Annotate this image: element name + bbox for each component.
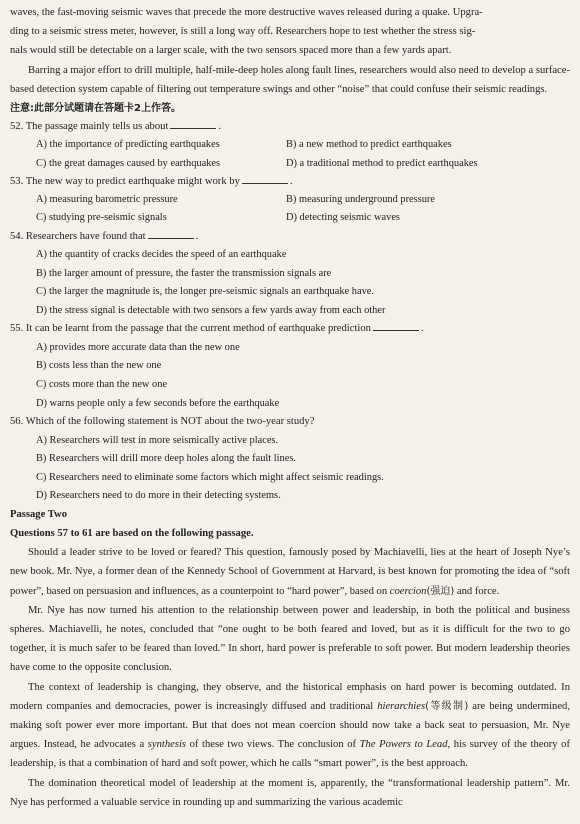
glossed-word: hierarchies — [377, 700, 426, 712]
chinese-gloss: (等级制) — [425, 700, 469, 712]
passage-two-paragraph-3: The context of leadership is changing, they observe, and the historical emphasis on hard power is becoming outdated. In modern companies and democracies, power is increasingly diffused and traditional hierarchies(等级制) are being undermined, making soft power ever more important. But that does not mean coercion should now take a back seat to persuasion, Mr. Nye argues. Instead, he advocates a synthesis of these two views. The conclusion of The Powers to Lead, his survey of the theory of leadership, is that a combination of hard and soft power, which he calls “smart power”, is the best approach. — [10, 681, 570, 770]
answer-option: B) a new method to predict earthquakes — [286, 139, 452, 151]
answer-option: D) the stress signal is detectable with two sensors a few yards away from each other — [36, 304, 386, 316]
question-stem: 52. The passage mainly tells us about . — [10, 121, 222, 133]
glossed-word: coercion — [389, 585, 427, 597]
answer-option: A) the importance of predicting earthquakes — [36, 139, 220, 151]
question-block — [10, 413, 570, 506]
text-line: nals would still be detectable on a larger scale, with the two sensors spaced more than a few yards apart. — [10, 45, 452, 57]
answer-option: D) warns people only a few seconds before the earthquake — [36, 397, 280, 409]
answer-option: A) provides more accurate data than the new one — [36, 341, 240, 353]
answer-option: C) studying pre-seismic signals — [36, 212, 167, 224]
question-stem: 55. It can be learnt from the passage that the current method of earthquake prediction . — [10, 323, 424, 335]
answer-blank — [148, 229, 194, 239]
answer-option: D) detecting seismic waves — [286, 212, 400, 224]
answer-blank — [170, 119, 216, 129]
questions-list — [10, 118, 570, 506]
answer-option: B) Researchers will drill more deep holes along the fault lines. — [36, 453, 296, 465]
question-block — [10, 228, 570, 321]
answer-option: D) Researchers need to do more in their detecting systems. — [36, 490, 281, 502]
answer-option: C) costs more than the new one — [36, 379, 168, 391]
text-line: waves, the fast-moving seismic waves that precede the more destructive waves released during a quake. Upgra- — [10, 7, 483, 18]
answer-blank — [242, 174, 288, 184]
passage-two-paragraph-1: Should a leader strive to be loved or feared? This question, famously posed by Machiavelli, lies at the heart of Joseph Nye’s new book. Mr. Nye, a former dean of the Kennedy School of Government at Harvard, is best known for promoting the idea of “soft power”, based on persuasion and influences, as a counterpoint to “hard power”, based on coercion(强迫) and force. — [10, 547, 570, 597]
question-stem: 54. Researchers have found that . — [10, 230, 199, 242]
emphasized-word: synthesis — [147, 739, 187, 751]
answer-option: C) the larger the magnitude is, the longer pre-seismic signals an earthquake have. — [36, 286, 374, 298]
passage-one-paragraph-2: Barring a major effort to drill multiple, half-mile-deep holes along fault lines, researchers would also need to develop a surface-based detection system capable of filtering out temperature swings and other “noise” that could confuse their seismic readings. — [10, 64, 570, 95]
answer-option: A) the quantity of cracks decides the speed of an earthquake — [36, 249, 287, 261]
answer-option: C) Researchers need to eliminate some factors which might affect seismic readings. — [36, 471, 384, 483]
question-block — [10, 173, 570, 228]
question-block — [10, 118, 570, 173]
answer-sheet-instruction: 注意:此部分试题请在答题卡2上作答。 — [10, 103, 181, 115]
question-block — [10, 320, 570, 413]
answer-blank — [373, 321, 419, 331]
answer-option: C) the great damages caused by earthquakes — [36, 157, 221, 169]
passage-two-intro: Questions 57 to 61 are based on the following passage. — [10, 527, 254, 539]
question-stem: 56. Which of the following statement is NOT about the two-year study? — [10, 416, 315, 428]
chinese-gloss: (强迫) — [426, 585, 455, 597]
passage-two-title: Passage Two — [10, 508, 67, 520]
passage-one-paragraph-1 — [10, 3, 570, 61]
text-line: ding to a seismic stress meter, however, is still a long way off. Researchers hope to test whether the stress sig- — [10, 26, 476, 38]
passage-two-paragraph-4: The domination theoretical model of leadership at the moment is, apparently, the “transformational leadership pattern”. Mr. Nye has performed a valuable service in rounding up and summarizing the various academic — [10, 777, 570, 808]
answer-option: B) costs less than the new one — [36, 360, 162, 372]
answer-option: D) a traditional method to predict earthquakes — [286, 157, 478, 169]
answer-option: B) the larger amount of pressure, the faster the transmission signals are — [36, 267, 332, 279]
question-stem: 53. The new way to predict earthquake might work by . — [10, 175, 293, 187]
book-title: The Powers to Lead — [359, 739, 448, 751]
answer-option: A) Researchers will test in more seismically active places. — [36, 434, 279, 446]
answer-option: A) measuring barometric pressure — [36, 194, 178, 206]
passage-two-paragraph-2: Mr. Nye has now turned his attention to the relationship between power and leadership, in both the political and business spheres. Machiavelli, he notes, concluded that “one ought to be both feared and loved, but as it is difficult for the two to go together, it is much safer to be feared than loved.” In short, hard power is preferable to soft power. But modern leadership theories have come to the opposite conclusion. — [10, 604, 570, 674]
answer-option: B) measuring underground pressure — [286, 194, 435, 206]
